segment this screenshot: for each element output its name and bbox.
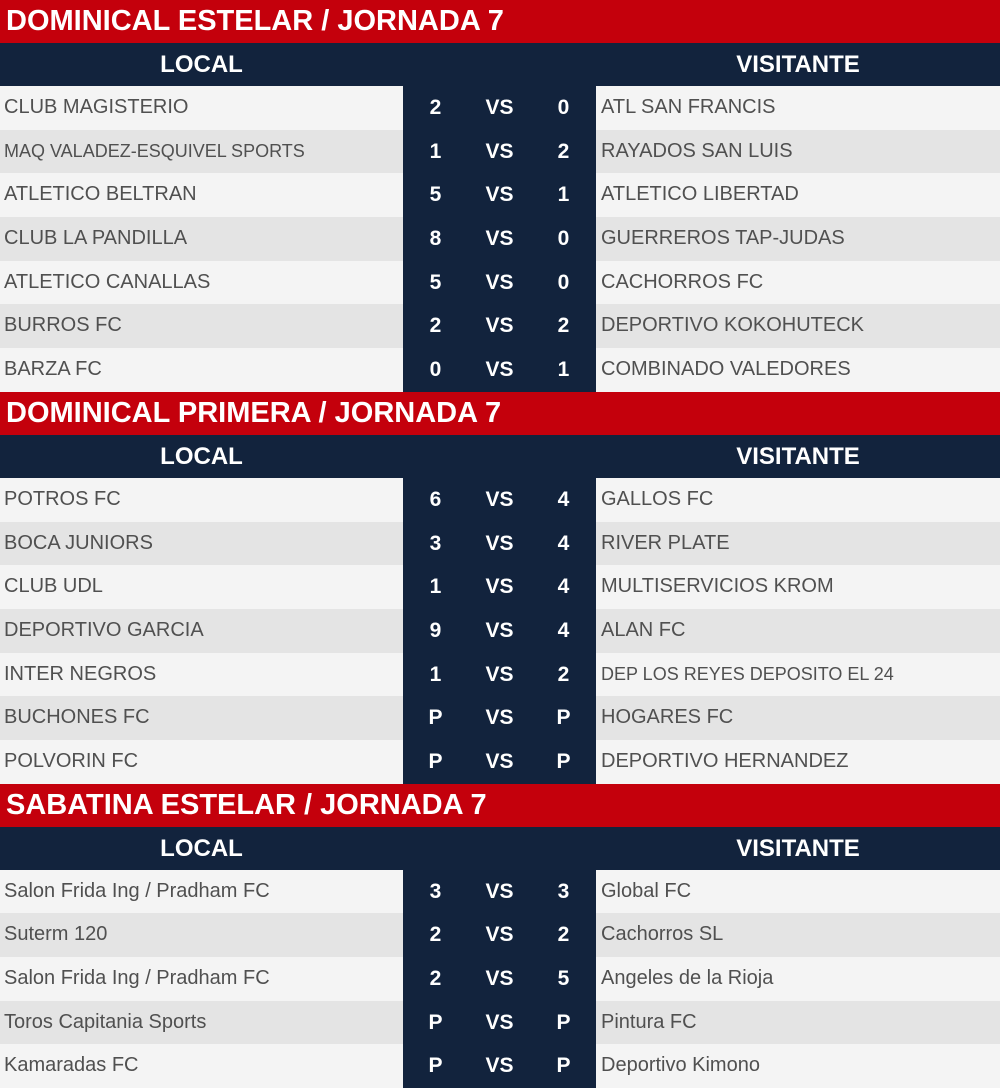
home-score: 8 xyxy=(429,227,442,251)
match-row xyxy=(0,478,1000,522)
home-score: 0 xyxy=(429,358,442,382)
home-score: 9 xyxy=(429,618,442,642)
local-team: CLUB LA PANDILLA xyxy=(0,217,403,261)
section-title: DOMINICAL PRIMERA / JORNADA 7 xyxy=(0,392,1000,435)
score-cell xyxy=(403,696,596,740)
score-cell xyxy=(403,1001,596,1045)
match-row xyxy=(0,173,1000,217)
visiting-team: GUERREROS TAP-JUDAS xyxy=(596,217,1000,261)
score-cell xyxy=(403,870,596,914)
visiting-team: CACHORROS FC xyxy=(596,261,1000,305)
score-cell xyxy=(403,957,596,1001)
match-row xyxy=(0,261,1000,305)
local-team: Salon Frida Ing / Pradham FC xyxy=(0,870,403,914)
home-score: P xyxy=(428,1054,443,1078)
vs-label: VS xyxy=(485,139,514,163)
local-team: BARZA FC xyxy=(0,348,403,392)
vs-label: VS xyxy=(485,575,514,599)
vs-label: VS xyxy=(485,227,514,251)
visiting-team: ALAN FC xyxy=(596,609,1000,653)
visitante-column-header: VISITANTE xyxy=(736,51,860,78)
score-column-header xyxy=(403,43,596,86)
score-cell xyxy=(403,913,596,957)
score-cell xyxy=(403,565,596,609)
away-score: 2 xyxy=(557,314,570,338)
score-column-header xyxy=(403,435,596,478)
vs-label: VS xyxy=(485,314,514,338)
away-score: P xyxy=(556,1010,571,1034)
visiting-team: Global FC xyxy=(596,870,1000,914)
vs-label: VS xyxy=(485,270,514,294)
score-cell xyxy=(403,740,596,784)
visiting-team: COMBINADO VALEDORES xyxy=(596,348,1000,392)
local-team: POTROS FC xyxy=(0,478,403,522)
match-row xyxy=(0,957,1000,1001)
home-score: P xyxy=(428,706,443,730)
home-score: 3 xyxy=(429,531,442,555)
column-header-row xyxy=(0,435,1000,478)
vs-label: VS xyxy=(485,96,514,119)
away-score: 0 xyxy=(557,270,570,294)
visiting-team: Deportivo Kimono xyxy=(596,1044,1000,1088)
home-score: 2 xyxy=(429,96,442,119)
local-team: BURROS FC xyxy=(0,304,403,348)
away-score: 1 xyxy=(557,358,570,382)
local-team: MAQ VALADEZ-ESQUIVEL SPORTS xyxy=(0,130,403,174)
score-cell xyxy=(403,261,596,305)
vs-label: VS xyxy=(485,967,514,990)
score-cell xyxy=(403,217,596,261)
local-team: ATLETICO CANALLAS xyxy=(0,261,403,305)
vs-label: VS xyxy=(485,923,514,947)
visitante-column-header: VISITANTE xyxy=(736,834,860,862)
column-header-row xyxy=(0,827,1000,870)
visiting-team: DEPORTIVO HERNANDEZ xyxy=(596,740,1000,784)
vs-label: VS xyxy=(485,531,514,555)
match-row xyxy=(0,1044,1000,1088)
match-row xyxy=(0,130,1000,174)
match-row xyxy=(0,522,1000,566)
away-score: 4 xyxy=(557,487,570,511)
visiting-team: MULTISERVICIOS KROM xyxy=(596,565,1000,609)
local-team: Suterm 120 xyxy=(0,913,403,957)
score-cell xyxy=(403,86,596,130)
away-score: 4 xyxy=(557,531,570,555)
away-score: P xyxy=(556,706,571,730)
home-score: 2 xyxy=(429,923,442,947)
away-score: 0 xyxy=(557,227,570,251)
away-score: 5 xyxy=(557,967,570,990)
vs-label: VS xyxy=(485,1010,514,1034)
score-column-header xyxy=(403,827,596,870)
away-score: P xyxy=(556,749,571,773)
vs-label: VS xyxy=(485,183,514,207)
visiting-team: ATL SAN FRANCIS xyxy=(596,86,1000,130)
score-cell xyxy=(403,609,596,653)
local-column-header: LOCAL xyxy=(160,442,243,470)
score-cell xyxy=(403,1044,596,1088)
visiting-team: Cachorros SL xyxy=(596,913,1000,957)
vs-label: VS xyxy=(485,358,514,382)
home-score: 1 xyxy=(429,575,442,599)
visiting-team: DEP LOS REYES DEPOSITO EL 24 xyxy=(596,653,1000,697)
away-score: 1 xyxy=(557,183,570,207)
home-score: 5 xyxy=(429,183,442,207)
visiting-team: RAYADOS SAN LUIS xyxy=(596,130,1000,174)
score-cell xyxy=(403,304,596,348)
away-score: 4 xyxy=(557,575,570,599)
match-row xyxy=(0,565,1000,609)
vs-label: VS xyxy=(485,662,514,686)
vs-label: VS xyxy=(485,879,514,903)
score-cell xyxy=(403,130,596,174)
local-team: Kamaradas FC xyxy=(0,1044,403,1088)
home-score: 1 xyxy=(429,139,442,163)
home-score: 6 xyxy=(429,487,442,511)
home-score: P xyxy=(428,749,443,773)
section-title: SABATINA ESTELAR / JORNADA 7 xyxy=(0,784,1000,827)
away-score: 4 xyxy=(557,618,570,642)
column-header-row xyxy=(0,43,1000,86)
score-cell xyxy=(403,173,596,217)
visiting-team: RIVER PLATE xyxy=(596,522,1000,566)
visiting-team: ATLETICO LIBERTAD xyxy=(596,173,1000,217)
match-row xyxy=(0,740,1000,784)
away-score: 3 xyxy=(557,879,570,903)
score-cell xyxy=(403,478,596,522)
score-cell xyxy=(403,348,596,392)
home-score: 3 xyxy=(429,879,442,903)
visiting-team: Pintura FC xyxy=(596,1001,1000,1045)
score-cell xyxy=(403,522,596,566)
visiting-team: GALLOS FC xyxy=(596,478,1000,522)
away-score: 0 xyxy=(557,96,570,119)
home-score: 2 xyxy=(429,967,442,990)
away-score: 2 xyxy=(557,139,570,163)
results-section xyxy=(0,392,1000,784)
match-row xyxy=(0,86,1000,130)
match-row xyxy=(0,653,1000,697)
vs-label: VS xyxy=(485,706,514,730)
local-team: Toros Capitania Sports xyxy=(0,1001,403,1045)
local-team: DEPORTIVO GARCIA xyxy=(0,609,403,653)
home-score: 1 xyxy=(429,662,442,686)
local-team: INTER NEGROS xyxy=(0,653,403,697)
match-row xyxy=(0,696,1000,740)
match-row xyxy=(0,1001,1000,1045)
away-score: 2 xyxy=(557,662,570,686)
home-score: 5 xyxy=(429,270,442,294)
match-row xyxy=(0,348,1000,392)
match-row xyxy=(0,217,1000,261)
visiting-team: Angeles de la Rioja xyxy=(596,957,1000,1001)
score-cell xyxy=(403,653,596,697)
local-team: ATLETICO BELTRAN xyxy=(0,173,403,217)
vs-label: VS xyxy=(485,1054,514,1078)
vs-label: VS xyxy=(485,749,514,773)
local-team: BOCA JUNIORS xyxy=(0,522,403,566)
local-team: CLUB MAGISTERIO xyxy=(0,86,403,130)
local-column-header: LOCAL xyxy=(160,834,243,862)
away-score: P xyxy=(556,1054,571,1078)
visiting-team: DEPORTIVO KOKOHUTECK xyxy=(596,304,1000,348)
vs-label: VS xyxy=(485,618,514,642)
home-score: P xyxy=(428,1010,443,1034)
section-title: DOMINICAL ESTELAR / JORNADA 7 xyxy=(0,0,1000,43)
local-column-header: LOCAL xyxy=(160,51,243,78)
local-team: POLVORIN FC xyxy=(0,740,403,784)
local-team: Salon Frida Ing / Pradham FC xyxy=(0,957,403,1001)
away-score: 2 xyxy=(557,923,570,947)
match-row xyxy=(0,304,1000,348)
local-team: CLUB UDL xyxy=(0,565,403,609)
visiting-team: HOGARES FC xyxy=(596,696,1000,740)
match-row xyxy=(0,913,1000,957)
vs-label: VS xyxy=(485,487,514,511)
results-section xyxy=(0,784,1000,1088)
match-row xyxy=(0,870,1000,914)
visitante-column-header: VISITANTE xyxy=(736,442,860,470)
match-row xyxy=(0,609,1000,653)
results-section xyxy=(0,0,1000,392)
home-score: 2 xyxy=(429,314,442,338)
local-team: BUCHONES FC xyxy=(0,696,403,740)
